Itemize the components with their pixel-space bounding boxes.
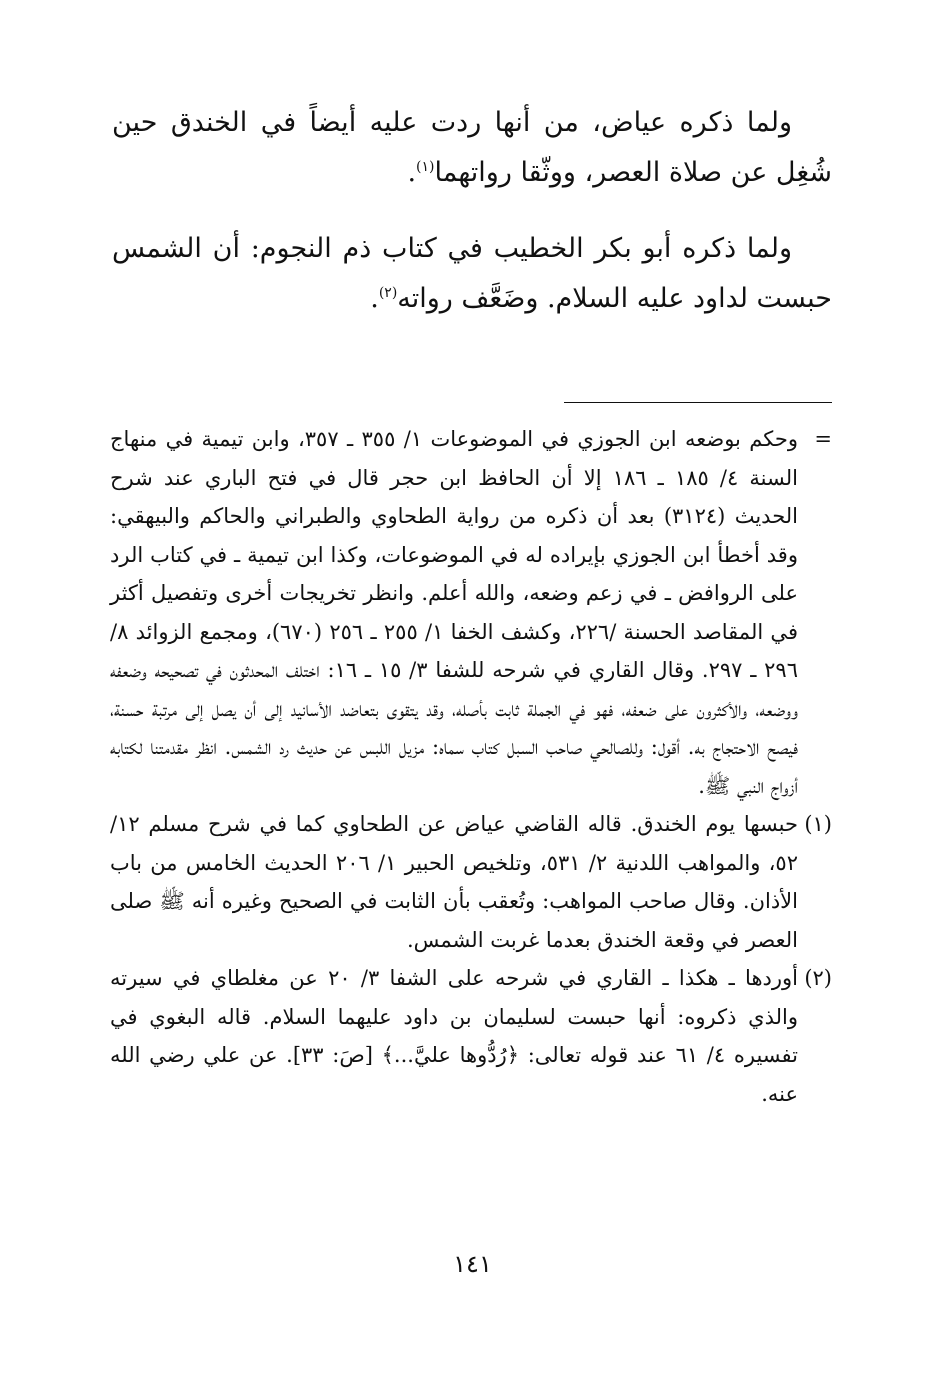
footnote-text: أوردها ـ هكذا ـ القاري في شرحه على الشفا ٣/ ٢٠ عن مغلطاي في سيرته والذي ذكروه: أنها حبست لسليمان بن داود عليهما السلام. قاله البغوي في تفسيره ٤/ ٦١ عند قوله تعالى: ﴿رُدُّوها عليَّ...﴾ [صَ: ٣٣]. عن علي رضي الله عنه. xyxy=(110,966,798,1106)
footnote xyxy=(110,420,832,805)
footnote-marker: = xyxy=(814,427,832,451)
main-paragraph xyxy=(112,98,832,198)
paragraph-terminal: . xyxy=(370,283,379,314)
footnote-text: حبسها يوم الخندق. قاله القاضي عياض عن الطحاوي كما في شرح مسلم ١٢/ ٥٢، والمواهب اللدنية ٢/ ٥٣١، وتلخيص الحبير ١/ ٢٠٦ الحديث الخامس من باب الأذان. وقال صاحب المواهب: وتُعقب بأن الثابت في الصحيح وغيره أنه ﷺ صلى العصر في وقعة الخندق بعدما غربت الشمس. xyxy=(110,812,798,952)
paragraph-text: ولما ذكره أبو بكر الخطيب في كتاب ذم النجوم: أن الشمس حبست لداود عليه السلام. وضَعَّف رواته xyxy=(112,233,832,314)
footnote-divider xyxy=(564,402,832,403)
footnotes xyxy=(110,420,832,1113)
footnote xyxy=(110,805,832,959)
footnote xyxy=(110,959,832,1113)
footnote-marker: (٢) xyxy=(804,966,832,990)
footnote-text: وحكم بوضعه ابن الجوزي في الموضوعات ١/ ٣٥٥ ـ ٣٥٧، وابن تيمية في منهاج السنة ٤/ ١٨٥ ـ ١٨٦ إلا أن الحافظ ابن حجر قال في فتح الباري عند شرح الحديث (٣١٢٤) بعد أن ذكره من رواية الطحاوي والطبراني والحاكم والبيهقي: وقد أخطأ ابن الجوزي بإيراده له في الموضوعات، وكذا ابن تيمية ـ في كتاب الرد على الروافض ـ في زعم وضعه، والله أعلم. وانظر تخريجات أخرى وتفصيل أكثر في المقاصد الحسنة /٢٢٦، وكشف الخفا ١/ ٢٥٥ ـ ٢٥٦ (٦٧٠)، ومجمع الزوائد ٨/ ٢٩٦ ـ ٢٩٧. وقال القاري في شرحه للشفا ٣/ ١٥ ـ ١٦: اختلف المحدثون في تصحيحه وضعفه ووضعه، والأكثرون على ضعفه، فهو في الجملة ثابت بأصله، وقد يتقوى بتعاضد الأسانيد إلى أن يصل إلى مرتبة حسنة، فيصح الاحتجاج به. أقول: وللصالحي صاحب السبل كتاب سماه: مزيل اللبس عن حديث رد الشمس. انظر مقدمتنا لكتابه أزواج النبي ﷺ. xyxy=(110,427,798,798)
paragraph-terminal: . xyxy=(407,157,417,188)
main-text xyxy=(112,98,832,324)
footnote-reference: (١) xyxy=(416,159,435,175)
footnote-marker: (١) xyxy=(804,812,832,836)
footnote-reference: (٢) xyxy=(378,285,398,301)
page-number: ١٤١ xyxy=(453,1250,492,1278)
main-paragraph xyxy=(112,224,832,324)
paragraph-text: ولما ذكره عياض، من أنها ردت عليه أيضاً في الخندق حين شُغِل عن صلاة العصر، ووثّقا رواتهما xyxy=(112,107,832,188)
